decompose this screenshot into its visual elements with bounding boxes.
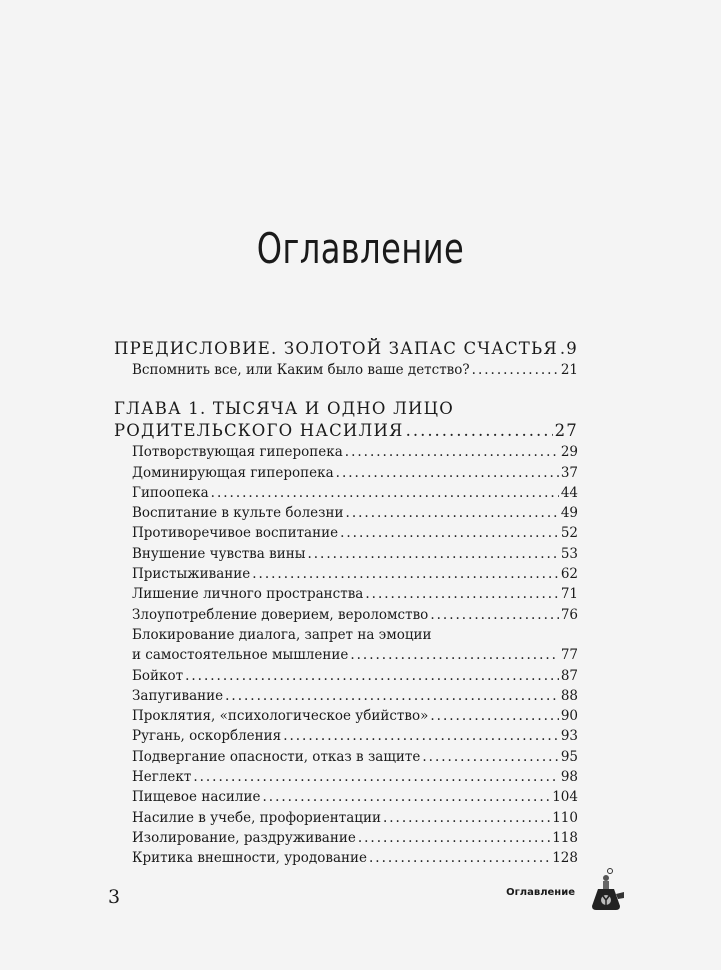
toc-leader [560, 338, 564, 360]
toc-entry[interactable] [114, 767, 578, 787]
toc-entry-title: Неглект [132, 769, 192, 786]
toc-entry-title: Проклятия, «психологическое убийство» [132, 708, 429, 725]
toc-entry[interactable] [114, 483, 578, 503]
toc-leader [369, 848, 550, 868]
toc-entry[interactable] [114, 787, 578, 807]
toc-entry[interactable] [114, 503, 578, 523]
toc-entry-preface[interactable] [114, 338, 578, 360]
toc-entry-page: 104 [552, 789, 578, 806]
toc-entry-title: Пристыживание [132, 566, 251, 583]
toc-entry[interactable] [114, 442, 578, 462]
toc-entry-title: Пищевое насилие [132, 789, 261, 806]
toc-leader [350, 645, 558, 665]
toc-entry-title: Критика внешности, уродование [132, 850, 367, 867]
toc-leader [383, 808, 550, 828]
toc-entry[interactable] [114, 808, 578, 828]
toc-leader [252, 564, 559, 584]
toc-entry[interactable] [114, 666, 578, 686]
toc-leader [346, 503, 559, 523]
toc-entry-page: 21 [560, 362, 578, 378]
toc-entry-title: Лишение личного пространства [132, 586, 364, 603]
toc-entry-page: 87 [560, 667, 578, 684]
toc-entry[interactable] [114, 686, 578, 706]
toc-entry-page: 98 [560, 769, 578, 786]
toc-leader [307, 544, 558, 564]
page-title: Оглавление [256, 224, 465, 273]
toc-leader [336, 463, 559, 483]
toc-entry-title: Противоречивое воспитание [132, 525, 339, 542]
toc-entry[interactable] [114, 645, 578, 665]
toc-entry-page: 49 [560, 505, 578, 522]
toc-leader [283, 726, 559, 746]
toc-leader [406, 420, 553, 442]
toc-entry-page: 71 [560, 586, 578, 603]
toc-entry-title: Внушение чувства вины [132, 545, 306, 562]
toc-entry-title: Злоупотребление доверием, вероломство [132, 606, 429, 623]
toc-entry[interactable] [114, 605, 578, 625]
toc-entry-title-line1[interactable]: Блокирование диалога, запрет на эмоции [132, 626, 432, 643]
toc-leader [430, 605, 558, 625]
toc-entry-page: 118 [552, 829, 578, 846]
toc-entry-page: 93 [560, 728, 578, 745]
toc-entry-title: Доминирующая гиперопека [132, 464, 334, 481]
toc-entry-title: Подвергание опасности, отказ в защите [132, 748, 421, 765]
toc-entry-page: 29 [560, 444, 578, 461]
toc-leader [225, 686, 559, 706]
toc-entry[interactable] [114, 463, 578, 483]
toc-entry[interactable] [114, 726, 578, 746]
toc-entry[interactable] [114, 706, 578, 726]
toc-entry-page: 90 [560, 708, 578, 725]
toc-leader [422, 747, 558, 767]
toc-entry[interactable] [114, 523, 578, 543]
running-head: Оглавление [506, 887, 575, 898]
toc-leader [340, 523, 559, 543]
toc-entry-title: Ругань, оскорбления [132, 728, 282, 745]
toc-leader [430, 706, 558, 726]
toc-entry-page: 9 [566, 339, 578, 358]
toc-entry[interactable] [114, 544, 578, 564]
toc-leader [365, 584, 558, 604]
toc-entry-page: 53 [560, 545, 578, 562]
page-number: 3 [108, 886, 121, 908]
toc-entry-title: РОДИТЕЛЬСКОГО НАСИЛИЯ [114, 421, 404, 441]
toc-entry-title: Бойкот [132, 667, 184, 684]
toc-entry-page: 37 [560, 464, 578, 481]
toc-entry-chapter1[interactable] [114, 420, 578, 442]
toc-entry[interactable] [114, 848, 578, 868]
toc-entry[interactable] [114, 747, 578, 767]
toc-entry-page: 76 [560, 606, 578, 623]
toc-leader [472, 360, 559, 380]
toc-leader [193, 767, 559, 787]
toc-entry-page: 44 [560, 484, 578, 501]
toc-entry-page: 62 [560, 566, 578, 583]
toc-chapter-title-line1[interactable]: ГЛАВА 1. ТЫСЯЧА И ОДНО ЛИЦО [114, 399, 454, 419]
flask-emblem-icon [586, 866, 626, 914]
toc-leader [211, 483, 559, 503]
toc-entry-title: Насилие в учебе, профориентации [132, 809, 381, 826]
toc-entry-page: 27 [554, 421, 578, 441]
toc-entry[interactable] [114, 584, 578, 604]
toc-leader [345, 442, 559, 462]
toc-entry-page: 88 [560, 687, 578, 704]
toc-leader [263, 787, 551, 807]
table-of-contents [114, 338, 578, 869]
toc-entry-page: 95 [560, 748, 578, 765]
toc-entry[interactable] [114, 360, 578, 380]
toc-entry-title: Гипоопека [132, 484, 209, 501]
toc-entry-page: 128 [552, 850, 578, 867]
toc-entry-page: 52 [560, 525, 578, 542]
toc-entry[interactable] [114, 828, 578, 848]
toc-leader [358, 828, 550, 848]
toc-leader [185, 666, 559, 686]
toc-entry-title: Запугивание [132, 687, 224, 704]
toc-entry-title: Воспитание в культе болезни [132, 505, 344, 522]
toc-entry-title: и самостоятельное мышление [132, 647, 349, 664]
toc-entry-page: 110 [552, 809, 578, 826]
toc-entry[interactable] [114, 564, 578, 584]
toc-entry-title: ПРЕДИСЛОВИЕ. ЗОЛОТОЙ ЗАПАС СЧАСТЬЯ [114, 339, 558, 358]
toc-entry-title: Вспомнить все, или Каким было ваше детство? [132, 362, 470, 378]
toc-entry-title: Потворствующая гиперопека [132, 444, 343, 461]
toc-entry-title: Изолирование, раздруживание [132, 829, 356, 846]
toc-entry-page: 77 [560, 647, 578, 664]
